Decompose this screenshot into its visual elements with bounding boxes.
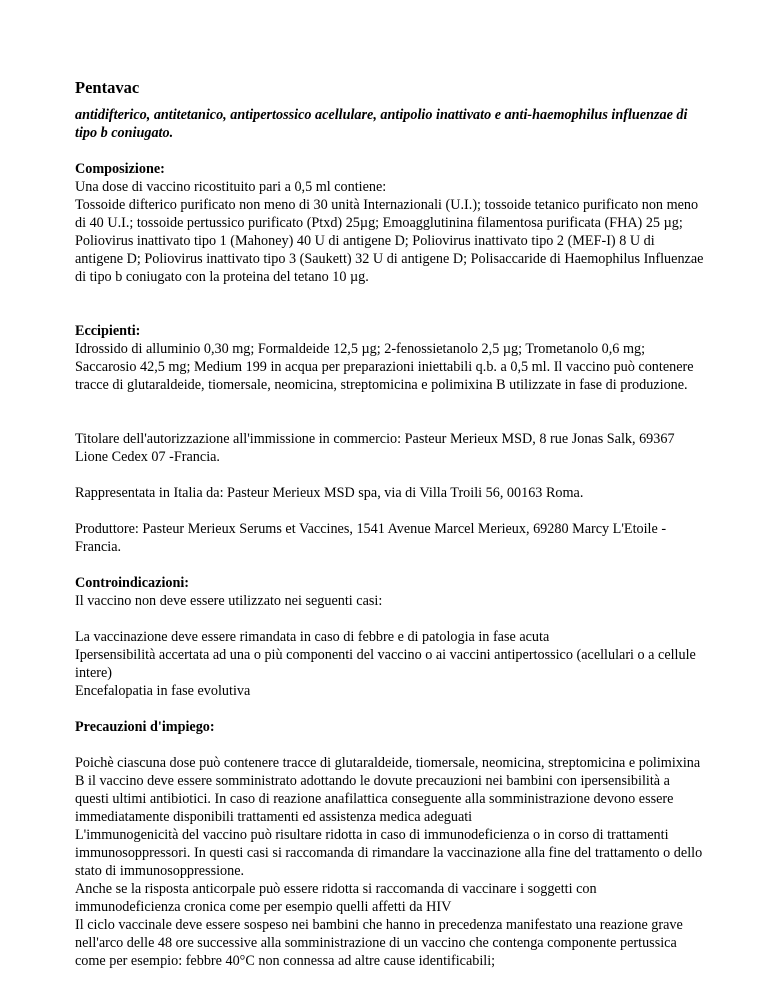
precauzioni-list bbox=[75, 754, 705, 970]
precauzioni-heading: Precauzioni d'impiego: bbox=[75, 719, 215, 735]
document-title: Pentavac bbox=[75, 78, 140, 97]
controindicazioni-item: Ipersensibilità accertata ad una o più componenti del vaccino o ai vaccini antipertossico (acellulari o a cellule intere) bbox=[75, 647, 696, 681]
precauzioni-item: L'immunogenicità del vaccino può risultare ridotta in caso di immunodeficienza o in corso di trattamenti immunosoppressori. In questi casi si raccomanda di rimandare la vaccinazione alla fine del trattamento o dello stato di immunosoppressione. bbox=[75, 827, 703, 879]
composizione-intro: Una dose di vaccino ricostituito pari a 0,5 ml contiene: bbox=[75, 179, 387, 195]
eccipienti-section bbox=[75, 322, 705, 394]
eccipienti-heading: Eccipienti: bbox=[75, 323, 141, 339]
controindicazioni-section bbox=[75, 574, 705, 700]
eccipienti-body: Idrossido di alluminio 0,30 mg; Formaldeide 12,5 µg; 2-fenossietanolo 2,5 µg; Trometanolo 0,6 mg; Saccarosio 42,5 mg; Medium 199 in acqua per preparazioni iniettabili q.b. a 0,5 ml. Il vaccino può contenere tracce di glutaraldeide, tiomersale, neomicina, streptomicina e polimixina B utilizzate in fase di produzione. bbox=[75, 341, 694, 393]
precauzioni-item: Il ciclo vaccinale deve essere sospeso nei bambini che hanno in precedenza manifestato una reazione grave nell'arco delle 48 ore successive alla somministrazione di un vaccino che contenga componente pertussica come per esempio: febbre 40°C non connessa ad altre cause identificabili; bbox=[75, 917, 683, 969]
rappresentata-paragraph: Rappresentata in Italia da: Pasteur Merieux MSD spa, via di Villa Troili 56, 00163 Roma. bbox=[75, 485, 584, 501]
controindicazioni-heading: Controindicazioni: bbox=[75, 575, 190, 591]
composizione-section bbox=[75, 160, 705, 286]
controindicazioni-list bbox=[75, 628, 705, 700]
controindicazioni-item: La vaccinazione deve essere rimandata in caso di febbre e di patologia in fase acuta bbox=[75, 629, 550, 645]
titolare-paragraph: Titolare dell'autorizzazione all'immissione in commercio: Pasteur Merieux MSD, 8 rue Jonas Salk, 69367 Lione Cedex 07 -Francia. bbox=[75, 431, 675, 465]
controindicazioni-intro: Il vaccino non deve essere utilizzato nei seguenti casi: bbox=[75, 593, 383, 609]
precauzioni-section bbox=[75, 718, 705, 970]
composizione-body: Tossoide difterico purificato non meno di 30 unità Internazionali (U.I.); tossoide tetanico purificato non meno di 40 U.I.; tossoide pertussico purificato (Ptxd) 25µg; Emoagglutinina filamentosa purificata (FHA) 25 µg; Poliovirus inattivato tipo 1 (Mahoney) 40 U di antigene D; Poliovirus inattivato tipo 2 (MEF-I) 8 U di antigene D; Poliovirus inattivato tipo 3 (Saukett) 32 U di antigene D; Polisaccaride di Haemophilus Influenzae di tipo b coniugato con la proteina del tetano 10 µg. bbox=[75, 197, 704, 285]
controindicazioni-item: Encefalopatia in fase evolutiva bbox=[75, 683, 251, 699]
precauzioni-item: Anche se la risposta anticorpale può essere ridotta si raccomanda di vaccinare i soggetti con immunodeficienza cronica come per esempio quelli affetti da HIV bbox=[75, 881, 597, 915]
produttore-paragraph: Produttore: Pasteur Merieux Serums et Vaccines, 1541 Avenue Marcel Merieux, 69280 Marcy L'Etoile - Francia. bbox=[75, 521, 667, 555]
document-page bbox=[75, 78, 705, 970]
document-subtitle: antidifterico, antitetanico, antipertossico acellulare, antipolio inattivato e anti-haemophilus influenzae di tipo b coniugato. bbox=[75, 107, 688, 141]
precauzioni-item: Poichè ciascuna dose può contenere tracce di glutaraldeide, tiomersale, neomicina, streptomicina e polimixina B il vaccino deve essere somministrato adottando le dovute precauzioni nei bambini con ipersensibilità a questi ultimi antibiotici. In caso di reazione anafilattica conseguente alla somministrazione devono essere immediatamente disponibili trattamenti ed assistenza medica adeguati bbox=[75, 755, 701, 825]
composizione-heading: Composizione: bbox=[75, 161, 165, 177]
